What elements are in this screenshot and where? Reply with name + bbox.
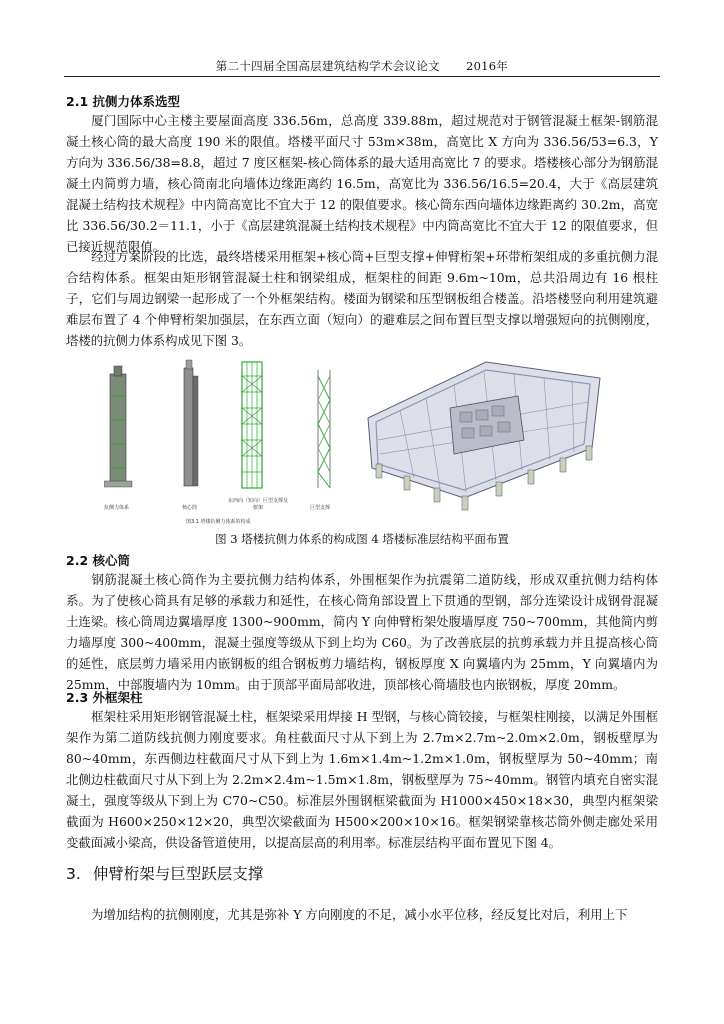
figure-caption: 图 3 塔楼抗侧力体系的构成图 4 塔楼标准层结构平面布置 [215,532,509,546]
figure-core-tube [184,360,198,486]
section-2-1-p1-text: 厦门国际中心主楼主要屋面高度 336.56m，总高度 339.88m，超过规范对于钢管混凝土框架-钢筋混凝土核心筒的最大高度 190 米的限值。塔楼平面尺寸 53m×38m，高宽比 X 方向为 336.56/53=6.3，Y 方向为 336.56/38=8.8，超过 7 度区框架-核心筒体系的最大适用高宽比 7 的要求。塔楼核心部分为钢筋混凝土内简剪力墙，核心筒南北向墙体边缘距离约 16.5m，高宽比为 336.56/16.5=20.4，大于《高层建筑混凝土结构技术规程》中内筒高宽比不宜大于 12 的限值要求。核心筒东西向墙体边缘距离约 30.2m，高宽比 336.56/30.2＝11.1，小于《高层建筑混凝土结构技术规程》中内筒高宽比不宜大于 12 的限值要求，但已接近规范限值。 [66,113,658,254]
section-2-1-heading: 2.1 抗侧力体系选型 [66,94,180,109]
section-2-1-paragraph-1 [66,110,658,257]
figure-label-2: 核心筒 [182,505,198,511]
section-2-3-heading: 2.3 外框架柱 [66,690,143,705]
figure-label-3: 东西向（短向）巨型支撑及框架 [228,498,289,511]
figure-label-1: 抗侧力体系 [104,505,130,511]
section-2-2-heading: 2.2 核心筒 [66,553,130,568]
figure-label-4: 巨型支撑 [310,505,331,511]
section-3-number: 3. [66,865,81,883]
figure-subcaption: 图3.1 塔楼抗侧力体系的构成 [186,519,251,525]
section-2-3-paragraph [66,706,658,853]
figure-tower-full [104,366,132,487]
figures-3-4 [104,356,624,526]
section-3-heading [66,862,263,884]
section-3-paragraph [66,904,658,925]
section-2-1-p2-text: 经过方案阶段的比选，最终塔楼采用框架+核心筒+巨型支撑+伸臂桁架+环带桁架组成的多重抗侧力混合结构体系。框架由矩形钢管混凝土柱和钢梁组成，框架柱的间距 9.6m~10m，总共沿周边有 16 根柱子，它们与周边钢梁一起形成了一个外框架结构。楼面为钢梁和压型钢板组合楼盖。沿塔楼竖向利用建筑避难层布置了 4 个伸臂桁架加强层，在东西立面（短向）的避难层之间布置巨型支撑以增强短向的抗侧刚度，塔楼的抗侧力体系构成见下图 3。 [66,249,658,348]
section-3-p1-text: 为增加结构的抗侧刚度，尤其是弥补 Y 方向刚度的不足，减小水平位移，经反复比对后，利用上下 [91,907,628,922]
section-2-1-paragraph-2 [66,246,658,351]
figure-3-structure-system [104,356,624,526]
figure-4-floor-plan [368,362,600,510]
header-year: 2016年 [465,59,509,73]
section-2-2-p1-text: 钢筋混凝土核心筒作为主要抗侧力结构体系，外围框架作为抗震第二道防线，形成双重抗侧力结构体系。为了使核心筒具有足够的承载力和延性，在核心筒角部设置上下贯通的型钢，部分连梁设计成钢骨混凝土连梁。核心筒周边翼墙厚度 1300~900mm，简内 Y 向伸臂桁架处腹墙厚度 750~700mm，其他简内剪力墙厚度 300~400mm，混凝土强度等级从下到上均为 C60。为了改善底层的抗剪承载力并且提高核心筒的延性，底层剪力墙采用内嵌钢板的组合钢板剪力墙结构，钢板厚度 X 向翼墙内为 25mm，Y 向翼墙内为 25mm，中部腹墙内为 10mm。由于顶部平面局部收进，顶部核心筒墙肢也内嵌钢板，厚度 20mm。 [66,572,658,692]
section-2-3-p1-text: 框架柱采用矩形钢管混凝土柱，框架梁采用焊接 H 型钢，与核心筒铰接，与框架柱刚接，以满足外围框架作为第二道防线抗侧力刚度要求。角柱截面尺寸从下到上为 2.7m×2.7m~2.0m×2.0m，钢板壁厚为 80~40mm，东西侧边柱截面尺寸从下到上为 1.6m×1.4m~1.2m×1.0m，钢板壁厚为 50~40mm；南北侧边柱截面尺寸从下到上为 2.2m×2.4m~1.5m×1.8m，钢板壁厚为 75~40mm。钢管内填充自密实混凝土，强度等级从下到上为 C70~C50。标准层外围钢框梁截面为 H1000×450×18×30，典型内框架梁截面为 H600×250×12×20，典型次梁截面为 H500×200×10×16。框架钢梁靠核芯筒外侧走廊处采用变截面减小梁高，供设备管道使用，以提高层高的利用率。标准层结构平面布置见下图 4。 [66,709,658,850]
figure-mega-brace [318,370,330,488]
header-rule [64,76,660,77]
section-2-2-paragraph [66,569,658,695]
header-title: 第二十四届全国高层建筑结构学术会议论文 [215,59,440,73]
section-3-title: 伸臂桁架与巨型跃层支撑 [92,865,264,883]
figure-frame-green [242,362,262,488]
running-header [64,58,660,74]
